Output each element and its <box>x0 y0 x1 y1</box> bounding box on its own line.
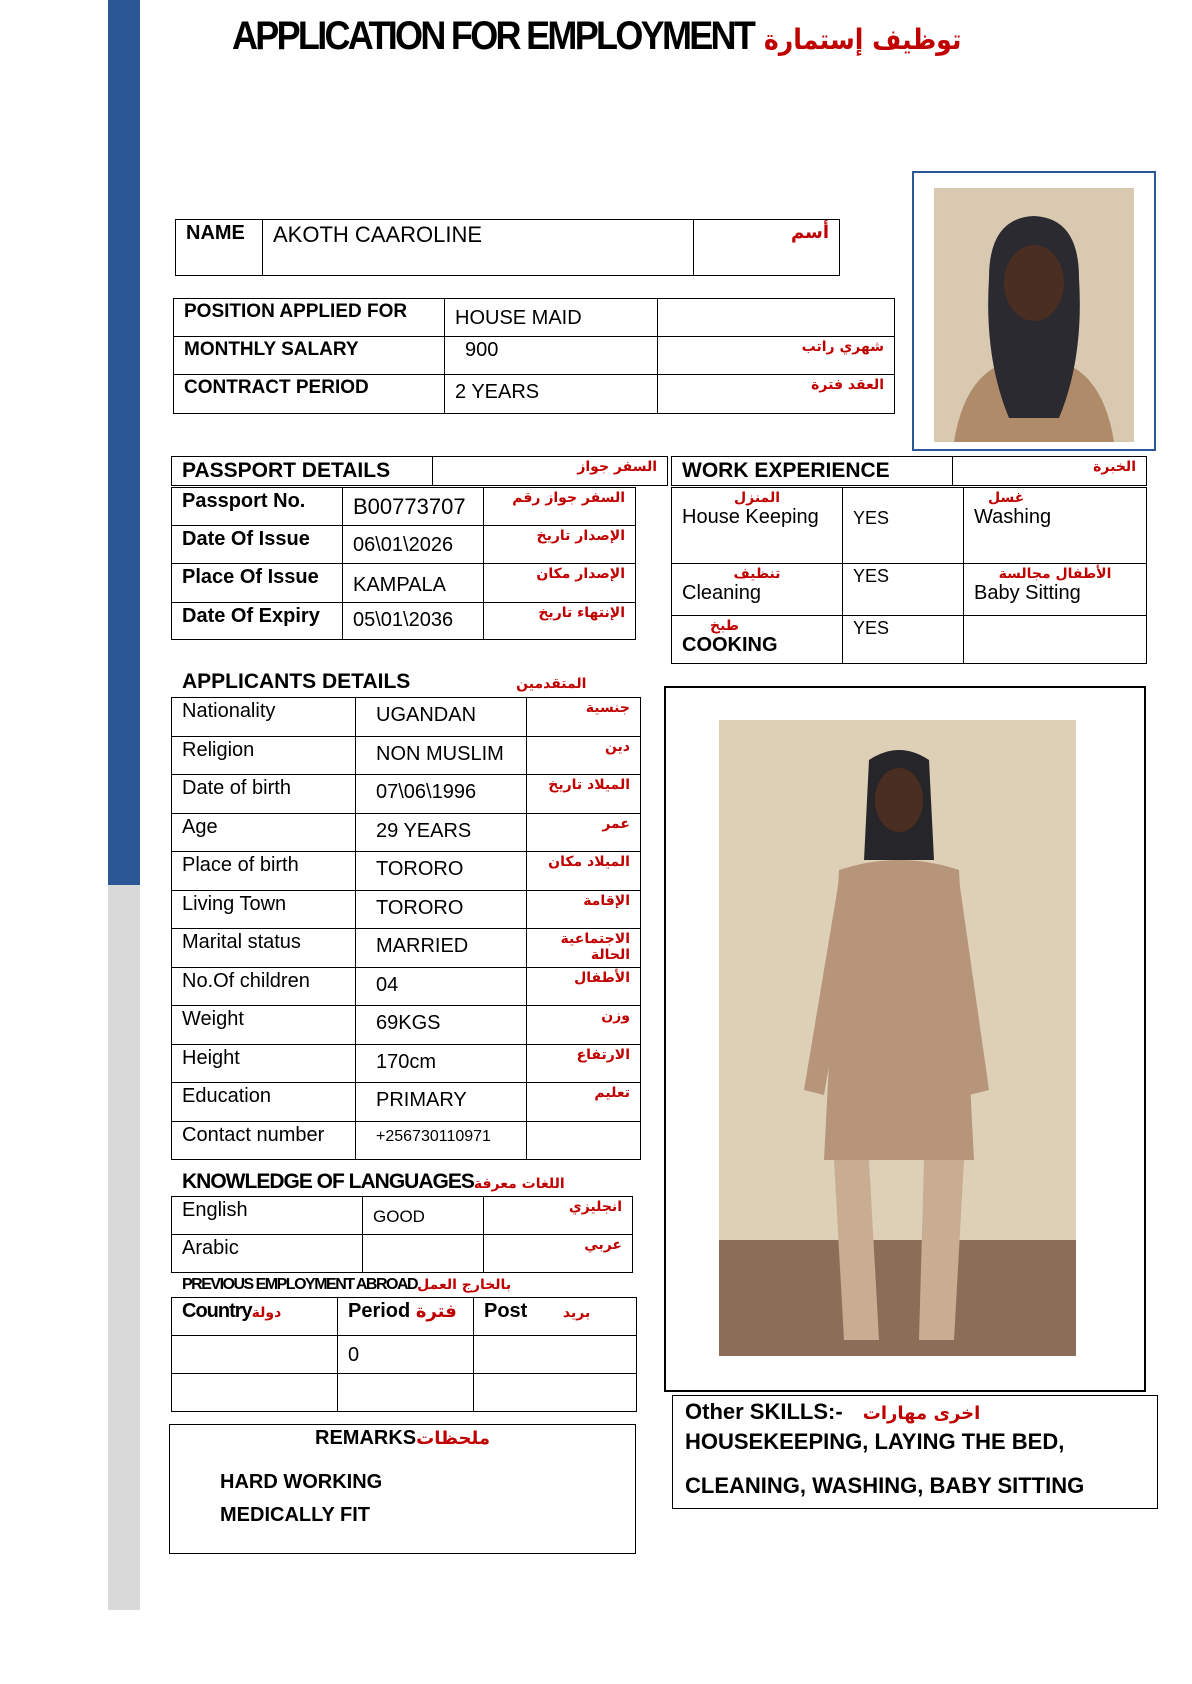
remarks-box <box>169 1424 636 1554</box>
applicant-row <box>172 890 641 929</box>
title-ar: توظيف إستمارة <box>763 23 962 56</box>
passport-no-label: Passport No. <box>172 488 343 526</box>
applicant-title-ar: المتقدمين <box>516 676 587 692</box>
passport-no-ar: السفر جواز رقم <box>484 488 636 526</box>
applicant-label: Religion <box>172 736 356 775</box>
position-table <box>173 298 895 414</box>
side-bar-grey <box>108 885 140 1610</box>
applicant-value: +256730110971 <box>356 1121 527 1160</box>
applicant-ar: الأطفال <box>527 967 641 1006</box>
work-1-skill: House Keeping <box>682 506 819 528</box>
name-label-ar: أسم <box>694 220 840 276</box>
work-4-skill: Baby Sitting <box>974 582 1081 604</box>
issue-place-value: KAMPALA <box>343 564 484 603</box>
remarks-lines <box>220 1466 635 1532</box>
salary-ar: شهري راتب <box>658 337 895 375</box>
applicant-row <box>172 929 641 968</box>
issue-place-label: Place Of Issue <box>172 564 343 603</box>
skills-text <box>685 1398 1157 1500</box>
expiry-ar: الإنتهاء تاريخ <box>484 603 636 640</box>
skills-heading <box>685 1398 1157 1428</box>
issue-date-ar: الإصدار تاريخ <box>484 526 636 564</box>
position-label: POSITION APPLIED FOR <box>174 299 445 337</box>
applicant-row <box>172 1083 641 1122</box>
skills-line: HOUSEKEEPING, LAYING THE BED, <box>685 1429 1065 1454</box>
work-6-skill <box>964 616 1147 664</box>
prev-country-ar: دولة <box>251 1305 282 1321</box>
applicant-row <box>172 813 641 852</box>
applicant-ar: الارتفاع <box>527 1044 641 1083</box>
prev-period-ar: فترة <box>415 1301 457 1322</box>
applicant-row <box>172 852 641 891</box>
applicant-label: Contact number <box>172 1121 356 1160</box>
passport-title-table <box>171 456 668 486</box>
applicant-value: PRIMARY <box>356 1083 527 1122</box>
work-5-skill: COOKING <box>682 634 778 656</box>
applicant-label: Living Town <box>172 890 356 929</box>
prev-header-post <box>474 1298 637 1336</box>
applicant-row <box>172 698 641 737</box>
work-5-ar: طبخ <box>710 618 739 634</box>
applicant-value: 29 YEARS <box>356 813 527 852</box>
work-3-value: YES <box>843 564 964 616</box>
languages-title <box>182 1170 565 1194</box>
applicant-label: Nationality <box>172 698 356 737</box>
arabic-label: Arabic <box>172 1235 363 1273</box>
name-value: AKOTH CAAROLINE <box>263 220 694 276</box>
applicant-title-en: APPLICANTS DETAILS <box>182 670 411 693</box>
english-label: English <box>172 1197 363 1235</box>
work-5-value: YES <box>843 616 964 664</box>
applicant-title <box>182 670 586 694</box>
contract-value: 2 YEARS <box>445 375 658 414</box>
work-3-skill: Cleaning <box>682 582 761 604</box>
prev-cell <box>338 1374 474 1412</box>
issue-place-ar: الإصدار مكان <box>484 564 636 603</box>
prev-cell <box>172 1336 338 1374</box>
arabic-ar: عربي <box>484 1235 633 1273</box>
applicant-ar: الاجتماعية الحالة <box>527 929 641 968</box>
applicant-label: Age <box>172 813 356 852</box>
title-en: APPLICATION FOR EMPLOYMENT <box>232 14 754 58</box>
applicant-ar: الميلاد تاريخ <box>527 775 641 814</box>
passport-title: PASSPORT DETAILS <box>172 457 433 486</box>
page-title <box>232 14 961 59</box>
prev-header-period <box>338 1298 474 1336</box>
applicant-ar: جنسية <box>527 698 641 737</box>
passport-table <box>171 487 636 640</box>
applicant-value: TORORO <box>356 852 527 891</box>
applicant-label: Marital status <box>172 929 356 968</box>
english-value: GOOD <box>363 1197 484 1235</box>
previous-table <box>171 1297 637 1412</box>
remarks-line: MEDICALLY FIT <box>220 1504 371 1526</box>
remarks-title-en: REMARKS <box>315 1427 417 1449</box>
skills-line: CLEANING, WASHING, BABY SITTING <box>685 1473 1085 1498</box>
remarks-title-ar: ملحظات <box>416 1428 490 1449</box>
issue-date-label: Date Of Issue <box>172 526 343 564</box>
issue-date-value: 06\01\2026 <box>343 526 484 564</box>
prev-cell <box>474 1336 637 1374</box>
applicant-table <box>171 697 641 1160</box>
work-table <box>671 487 1147 664</box>
prev-cell <box>474 1374 637 1412</box>
applicant-value: 04 <box>356 967 527 1006</box>
prev-post-label: Post <box>484 1300 528 1322</box>
contract-label: CONTRACT PERIOD <box>174 375 445 414</box>
prev-header-country <box>172 1298 338 1336</box>
applicant-label: No.Of children <box>172 967 356 1006</box>
applicant-row <box>172 967 641 1006</box>
applicant-ar: تعليم <box>527 1083 641 1122</box>
languages-title-ar: اللغات معرفة <box>473 1176 565 1192</box>
portrait-photo <box>934 188 1134 442</box>
applicant-ar: دين <box>527 736 641 775</box>
passport-title-ar: السفر جواز <box>433 457 668 486</box>
work-4-ar: الأطفال مجالسة <box>998 566 1112 582</box>
applicant-table-body <box>172 698 641 1160</box>
previous-title-en: PREVIOUS EMPLOYMENT ABROAD <box>182 1276 418 1293</box>
salary-label: MONTHLY SALARY <box>174 337 445 375</box>
applicant-ar: الإقامة <box>527 890 641 929</box>
applicant-row <box>172 1006 641 1045</box>
previous-title-ar: بالخارج العمل <box>417 1277 512 1293</box>
work-title-table <box>671 456 1147 486</box>
applicant-label: Education <box>172 1083 356 1122</box>
skills-label: Other SKILLS:- <box>685 1399 843 1424</box>
expiry-label: Date Of Expiry <box>172 603 343 640</box>
applicant-value: TORORO <box>356 890 527 929</box>
position-ar <box>658 299 895 337</box>
applicant-label: Date of birth <box>172 775 356 814</box>
applicant-value: 69KGS <box>356 1006 527 1045</box>
applicant-row <box>172 1121 641 1160</box>
applicant-label: Weight <box>172 1006 356 1045</box>
prev-country-label: Country <box>182 1300 252 1322</box>
remarks-title <box>170 1427 635 1450</box>
name-table <box>175 219 840 276</box>
fullbody-frame <box>664 686 1146 1392</box>
work-title: WORK EXPERIENCE <box>672 457 953 486</box>
languages-title-en: KNOWLEDGE OF LANGUAGES <box>182 1170 474 1193</box>
position-value: HOUSE MAID <box>445 299 658 337</box>
applicant-value: UGANDAN <box>356 698 527 737</box>
skills-label-ar: اخرى مهارات <box>862 1403 981 1424</box>
expiry-value: 05\01\2036 <box>343 603 484 640</box>
work-title-ar: الخبرة <box>953 457 1147 486</box>
applicant-label: Height <box>172 1044 356 1083</box>
arabic-value <box>363 1235 484 1273</box>
applicant-ar: الميلاد مكان <box>527 852 641 891</box>
applicant-value: MARRIED <box>356 929 527 968</box>
prev-post-ar: بريد <box>562 1305 591 1321</box>
languages-table <box>171 1196 633 1273</box>
english-ar: انجليزي <box>484 1197 633 1235</box>
skills-box <box>672 1395 1158 1509</box>
remarks-line: HARD WORKING <box>220 1471 383 1493</box>
previous-title <box>182 1276 511 1294</box>
prev-cell: 0 <box>338 1336 474 1374</box>
applicant-value: 07\06\1996 <box>356 775 527 814</box>
work-2-skill: Washing <box>974 506 1052 528</box>
applicant-ar: عمر <box>527 813 641 852</box>
applicant-value: NON MUSLIM <box>356 736 527 775</box>
passport-no-value: B00773707 <box>343 488 484 526</box>
work-2-ar: غسل <box>988 490 1025 506</box>
portrait-frame <box>912 171 1156 451</box>
applicant-ar <box>527 1121 641 1160</box>
applicant-ar: وزن <box>527 1006 641 1045</box>
applicant-row <box>172 736 641 775</box>
name-label: NAME <box>176 220 263 276</box>
contract-ar: العقد فترة <box>658 375 895 414</box>
applicant-row <box>172 775 641 814</box>
applicant-row <box>172 1044 641 1083</box>
prev-cell <box>172 1374 338 1412</box>
salary-value: 900 <box>445 337 658 375</box>
prev-period-label: Period <box>348 1300 411 1322</box>
applicant-label: Place of birth <box>172 852 356 891</box>
side-bar-blue <box>108 0 140 960</box>
applicant-value: 170cm <box>356 1044 527 1083</box>
work-1-ar: المنزل <box>733 490 780 506</box>
work-3-ar: تنظيف <box>733 566 781 582</box>
fullbody-photo <box>719 720 1076 1356</box>
work-1-value: YES <box>843 488 964 564</box>
